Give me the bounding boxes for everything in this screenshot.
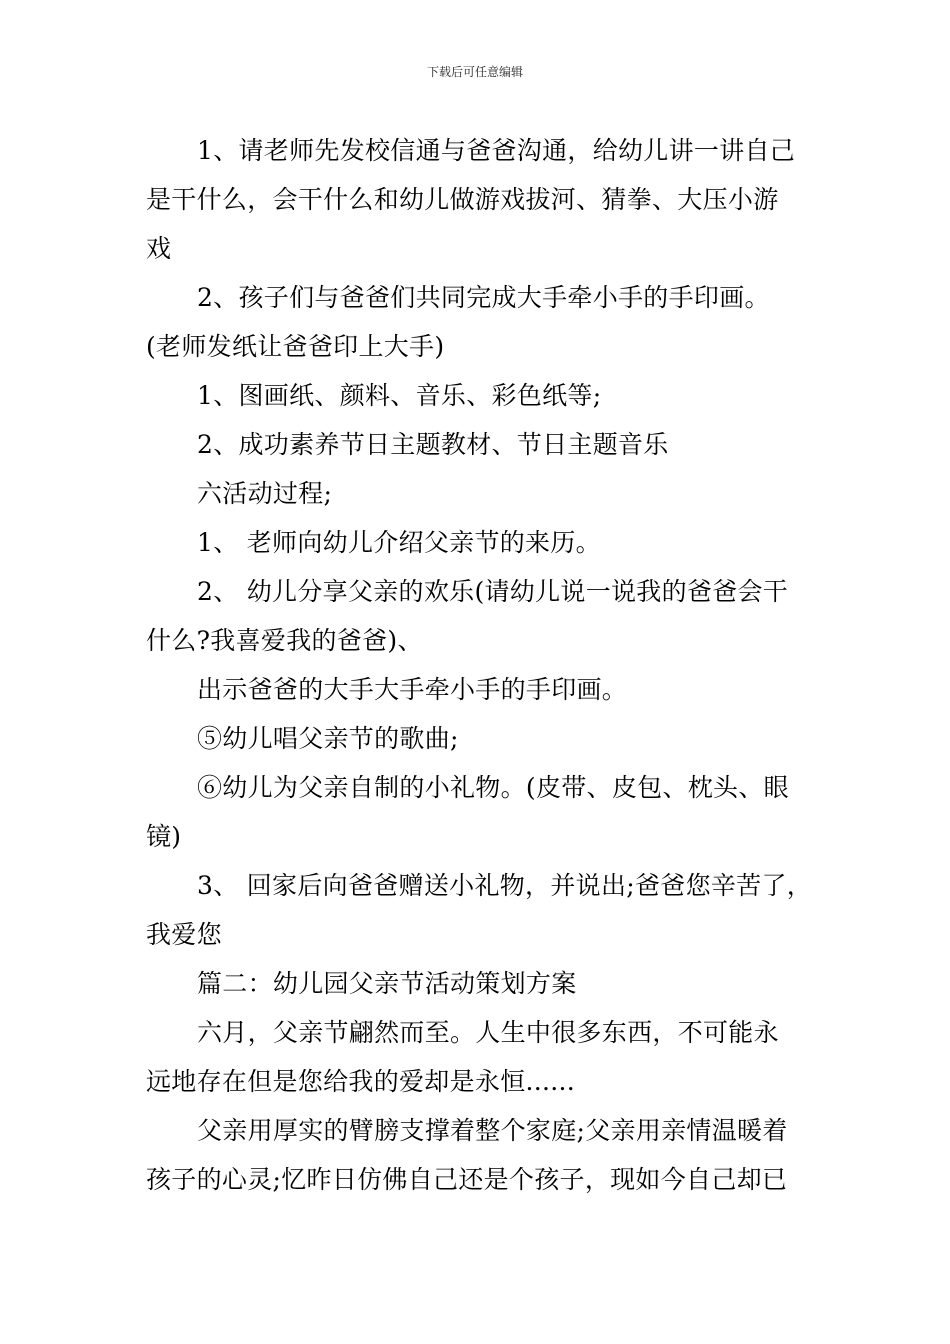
- text-line: ⑥幼儿为父亲自制的小礼物。(皮带、皮包、枕头、眼: [197, 773, 789, 802]
- text-line: 2、成功素养节日主题教材、节日主题音乐: [197, 430, 669, 459]
- text-line: 3、 回家后向爸爸赠送小礼物，并说出;爸爸您辛苦了，: [197, 871, 813, 900]
- text-line: 出示爸爸的大手大手牵小手的手印画。: [197, 675, 628, 704]
- text-line: 我爱您: [146, 920, 222, 949]
- text-line: 2、 幼儿分享父亲的欢乐(请幼儿说一说我的爸爸会干: [197, 577, 789, 606]
- text-line: 什么?我喜爱我的爸爸)、: [146, 626, 423, 655]
- text-line: 2、孩子们与爸爸们共同完成大手牵小手的手印画。: [197, 283, 770, 312]
- text-line: 父亲用厚实的臂膀支撑着整个家庭;父亲用亲情温暖着: [197, 1116, 788, 1145]
- document-body: [146, 126, 836, 1204]
- text-line: 戏: [146, 234, 172, 263]
- text-line: 镜): [146, 822, 182, 851]
- text-line: 1、请老师先发校信通与爸爸沟通，给幼儿讲一讲自己: [197, 136, 796, 165]
- text-line: (老师发纸让爸爸印上大手): [146, 332, 445, 361]
- text-line: 远地存在但是您给我的爱却是永恒......: [146, 1067, 575, 1096]
- text-line: 六月，父亲节翩然而至。人生中很多东西，不可能永: [197, 1018, 779, 1047]
- text-line: 是干什么，会干什么和幼儿做游戏拔河、猜拳、大压小游: [146, 185, 779, 214]
- page-header: 下载后可任意编辑: [426, 65, 523, 79]
- section-heading: 六活动过程;: [197, 479, 333, 508]
- text-line: ⑤幼儿唱父亲节的歌曲;: [197, 724, 459, 753]
- text-line: 孩子的心灵;忆昨日仿佛自己还是个孩子，现如今自己却已: [146, 1165, 788, 1194]
- text-line: 1、图画纸、颜料、音乐、彩色纸等;: [197, 381, 602, 410]
- text-line: 1、 老师向幼儿介绍父亲节的来历。: [197, 528, 601, 557]
- section-heading: 篇二：幼儿园父亲节活动策划方案: [197, 969, 577, 998]
